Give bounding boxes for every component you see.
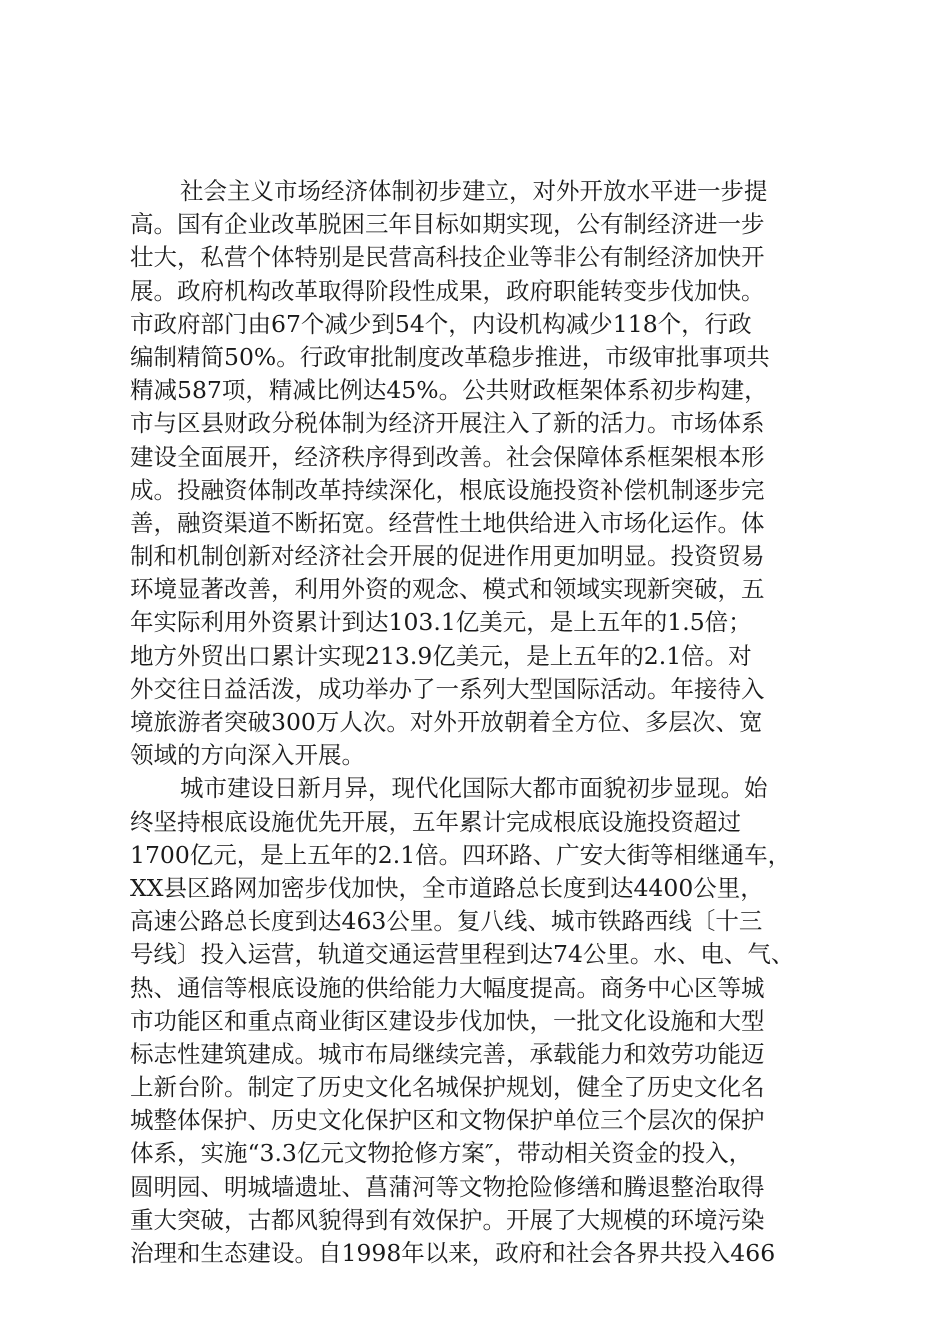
paragraph-2-line: 热、通信等根底设施的供给能力大幅度提高。商务中心区等城	[130, 973, 765, 1002]
paragraph-2-line: 体系，实施“3.3亿元文物抢修方案″，带动相关资金的投入，	[130, 1139, 753, 1168]
paragraph-1-line: 建设全面展开，经济秩序得到改善。社会保障体系框架根本形	[130, 442, 765, 471]
document-body	[130, 175, 830, 1270]
paragraph-2-line: 市功能区和重点商业街区建设步伐加快，一批文化设施和大型	[130, 1006, 765, 1035]
paragraph-1-line: 领域的方向深入开展。	[130, 741, 365, 770]
paragraph-2-line: 城市建设日新月异，现代化国际大都市面貌初步显现。始	[180, 774, 768, 803]
paragraph-2-line: 城整体保护、历史文化保护区和文物保护单位三个层次的保护	[130, 1106, 765, 1135]
paragraph-1-line: 地方外贸出口累计实现213.9亿美元，是上五年的2.1倍。对	[130, 641, 752, 670]
paragraph-1-line: 年实际利用外资累计到达103.1亿美元，是上五年的1.5倍；	[130, 608, 752, 637]
paragraph-2-line: 圆明园、明城墙遗址、菖蒲河等文物抢险修缮和腾退整治取得	[130, 1172, 765, 1201]
paragraph-1-line: 展。政府机构改革取得阶段性成果，政府职能转变步伐加快。	[130, 276, 765, 305]
paragraph-2-line: XX县区路网加密步伐加快，全市道路总长度到达4400公里，	[130, 873, 764, 902]
paragraph-2-line: 终坚持根底设施优先开展，五年累计完成根底设施投资超过	[130, 807, 741, 836]
paragraph-1-line: 成。投融资体制改革持续深化，根底设施投资补偿机制逐步完	[130, 475, 765, 504]
paragraph-2-line: 号线〕投入运营，轨道交通运营里程到达74公里。水、电、气、	[130, 940, 795, 969]
paragraph-2-line: 1700亿元，是上五年的2.1倍。四环路、广安大街等相继通车，	[130, 840, 792, 869]
paragraph-2-line: 上新台阶。制定了历史文化名城保护规划，健全了历史文化名	[130, 1073, 765, 1102]
paragraph-2-line: 高速公路总长度到达463公里。复八线、城市铁路西线〔十三	[130, 907, 763, 936]
paragraph-1-line: 壮大，私营个体特别是民营高科技企业等非公有制经济加快开	[130, 243, 765, 272]
paragraph-1-line: 境旅游者突破300万人次。对外开放朝着全方位、多层次、宽	[130, 708, 763, 736]
paragraph-1-line: 善，融资渠道不断拓宽。经营性土地供给进入市场化运作。体	[130, 508, 765, 537]
paragraph-1-line: 精减587项，精减比例达45%。公共财政框架体系初步构建，	[130, 376, 768, 405]
paragraph-1-line: 制和机制创新对经济社会开展的促进作用更加明显。投资贸易	[130, 542, 765, 571]
paragraph-2-line: 标志性建筑建成。城市布局继续完善，承载能力和效劳功能迈	[130, 1039, 765, 1068]
paragraph-1-line: 市政府部门由67个减少到54个，内设机构减少118个，行政	[130, 309, 752, 338]
paragraph-2-line: 重大突破，古都风貌得到有效保护。开展了大规模的环境污染	[130, 1205, 765, 1234]
paragraph-1-line: 市与区县财政分税体制为经济开展注入了新的活力。市场体系	[130, 409, 765, 438]
paragraph-1-line: 外交往日益活泼，成功举办了一系列大型国际活动。年接待入	[130, 674, 765, 703]
paragraph-1-line: 社会主义市场经济体制初步建立，对外开放水平进一步提	[180, 177, 768, 205]
paragraph-1-line: 高。国有企业改革脱困三年目标如期实现，公有制经济进一步	[130, 210, 765, 239]
paragraph-2-line: 治理和生态建设。自1998年以来，政府和社会各界共投入466	[130, 1239, 776, 1267]
paragraph-1-line: 环境显著改善，利用外资的观念、模式和领域实现新突破，五	[130, 575, 765, 604]
paragraph-1-line: 编制精简50%。行政审批制度改革稳步推进，市级审批事项共	[130, 342, 770, 371]
